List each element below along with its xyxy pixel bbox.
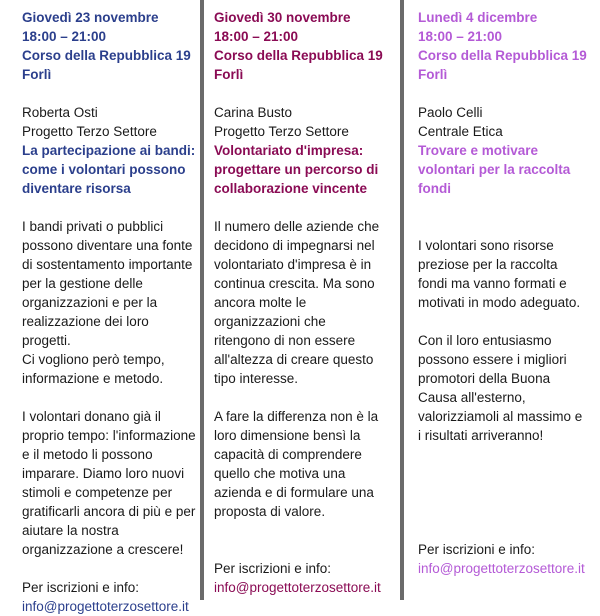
event-city: Forlì (418, 67, 448, 82)
description-line: proprio tempo: l'informazione (22, 428, 196, 443)
speaker-organization: Centrale Etica (418, 124, 503, 139)
event-time: 18:00 – 21:00 (22, 29, 107, 44)
description-line: organizzazione a crescere! (22, 542, 184, 557)
event-date: Giovedì 23 novembre (22, 10, 159, 25)
description-line: possono diventare una fonte (22, 238, 193, 253)
description-line: proposta di valore. (214, 504, 326, 519)
event-column-2 (214, 8, 398, 597)
contact-email-link[interactable]: info@progettoterzosettore.it (418, 561, 585, 576)
description-line: ancora molte le (214, 295, 307, 310)
event-address: Corso della Repubblica 19 (22, 48, 191, 63)
speaker-name: Paolo Celli (418, 105, 483, 120)
event-address: Corso della Repubblica 19 (418, 48, 587, 63)
description-line: Con il loro entusiasmo (418, 333, 552, 348)
description-line: stimoli e competenze per (22, 485, 173, 500)
talk-title-line: fondi (418, 181, 451, 196)
description-line: per la gestione delle (22, 276, 143, 291)
info-label: Per iscrizioni e info: (22, 580, 140, 595)
talk-title-line: come i volontari possono (22, 162, 186, 177)
event-address: Corso della Repubblica 19 (214, 48, 383, 63)
talk-title-line: Volontariato d'impresa: (214, 143, 364, 158)
event-column-3 (418, 8, 598, 578)
description-line: realizzazione dei loro progetti. (22, 314, 149, 348)
talk-title-line: collaborazione vincente (214, 181, 368, 196)
talk-title-line: La partecipazione ai bandi: (22, 143, 196, 158)
description-line: ritengono di non essere (214, 333, 356, 348)
event-time: 18:00 – 21:00 (418, 29, 503, 44)
speaker-organization: Progetto Terzo Settore (214, 124, 349, 139)
speaker-name: Carina Busto (214, 105, 293, 120)
description-line: capacità di comprendere (214, 447, 362, 462)
speaker-name: Roberta Osti (22, 105, 98, 120)
event-date: Lunedì 4 dicembre (418, 10, 538, 25)
column-divider-2 (400, 0, 404, 600)
description-line: continua crescita. Ma sono (214, 276, 375, 291)
description-line: all'altezza di creare questo (214, 352, 374, 367)
description-line: Ci vogliono però tempo, (22, 352, 165, 367)
event-date: Giovedì 30 novembre (214, 10, 351, 25)
description-line: valorizziamoli al massimo e (418, 409, 583, 424)
talk-title-line: Trovare e motivare (418, 143, 539, 158)
description-line: aiutare la nostra (22, 523, 119, 538)
info-label: Per iscrizioni e info: (418, 542, 536, 557)
description-line: motivati in modo adeguato. (418, 295, 581, 310)
description-line: promotori della Buona (418, 371, 551, 386)
description-line: possono essere i migliori (418, 352, 567, 367)
talk-title-line: progettare un percorso di (214, 162, 379, 177)
description-line: imparare. Diamo loro nuovi (22, 466, 185, 481)
event-city: Forlì (214, 67, 244, 82)
event-time: 18:00 – 21:00 (214, 29, 299, 44)
description-line: di sostentamento importante (22, 257, 193, 272)
description-line: Causa all'esterno, (418, 390, 526, 405)
description-line: I volontari sono risorse (418, 238, 554, 253)
talk-title-line: diventare risorsa (22, 181, 131, 196)
description-line: azienda e di formulare una (214, 485, 374, 500)
event-column-1 (22, 8, 198, 616)
event-city: Forlì (22, 67, 52, 82)
description-line: I bandi privati o pubblici (22, 219, 164, 234)
description-line: tipo interesse. (214, 371, 299, 386)
description-line: informazione e metodo. (22, 371, 164, 386)
description-line: decidono di impegnarsi nel (214, 238, 375, 253)
description-line: I volontari donano già il (22, 409, 161, 424)
description-line: organizzazioni che (214, 314, 326, 329)
description-line: i risultati arriveranno! (418, 428, 544, 443)
description-line: preziose per la raccolta (418, 257, 558, 272)
description-line: e il metodo li possono (22, 447, 153, 462)
contact-email-link[interactable]: info@progettoterzosettore.it (214, 580, 381, 595)
description-line: quello che motiva una (214, 466, 346, 481)
description-line: volontariato d'impresa è in (214, 257, 372, 272)
description-line: gratificarli ancora di più e per (22, 504, 196, 519)
talk-title-line: volontari per la raccolta (418, 162, 571, 177)
description-line: fondi ma vanno formati e (418, 276, 567, 291)
speaker-organization: Progetto Terzo Settore (22, 124, 157, 139)
description-line: loro dimensione bensì la (214, 428, 361, 443)
description-line: Il numero delle aziende che (214, 219, 380, 234)
contact-email-link[interactable]: info@progettoterzosettore.it (22, 599, 189, 614)
info-label: Per iscrizioni e info: (214, 561, 332, 576)
description-line: organizzazioni e per la (22, 295, 158, 310)
column-divider-1 (200, 0, 204, 600)
description-line: A fare la differenza non è la (214, 409, 379, 424)
